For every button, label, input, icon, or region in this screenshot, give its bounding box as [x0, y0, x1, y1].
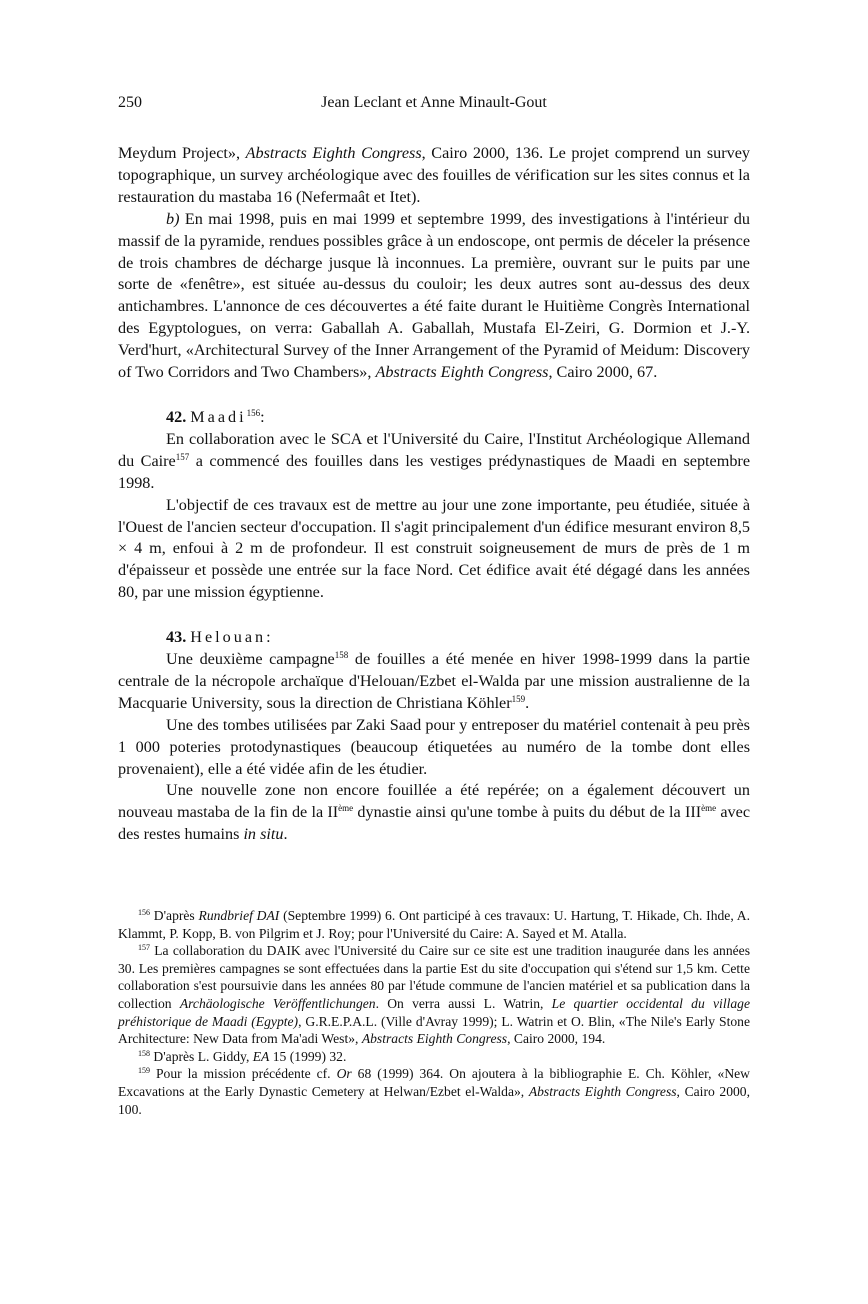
text-run: (Septembre 1999) 6. Ont participé à ces travaux: U. Hartung, T. Hikade, Ch. Ihde, A. Klammt, P. Kopp, B. von Pilgrim et J. Roy; pour l'Université du Caire: A. Sayed et M. Atalla. — [118, 908, 750, 941]
text-run: 68 (1999) 364. On ajoutera à la bibliographie E. Ch. Köhler, «New Excavations at the Early Dynastic Cemetery at Helwan/Ezbet el-Walda», — [118, 1066, 750, 1099]
footnote-mark: 157 — [138, 943, 150, 953]
footnote-mark: 159 — [138, 1066, 150, 1076]
footnote-ref[interactable]: 156 — [246, 407, 261, 418]
page-number: 250 — [118, 94, 142, 111]
text-run: : — [260, 407, 265, 426]
paragraph-maadi-2: L'objectif de ces travaux est de mettre au jour une zone importante, peu étudiée, située à l'Ouest de l'ancien secteur d'occupation. Il s'agit principalement d'un édifice mesurant environ 8,5 × 4 m, enfoui à 2 m de profondeur. Il est construit soigneusement de murs de près de 1 m d'épaisseur et possède une entrée sur la face Nord. Cet édifice avait été dégagé dans les années 80, par une mission égyptienne. — [118, 495, 750, 602]
item-label: b) — [166, 209, 180, 228]
italic-title: Le quartier occidental du village préhistorique de Maadi (Egypte) — [118, 995, 750, 1029]
text-run: Pour la mission précédente cf. — [150, 1066, 337, 1082]
text-run: de fouilles a été menée en hiver 1998-1999 dans la partie centrale de la nécropole archaïque d'Helouan/Ezbet el-Walda par une mission australienne de la Macquarie University, sous la direction de Christiana Köhler — [118, 650, 750, 712]
text-run: Meydum Project», — [118, 144, 246, 162]
footnote-mark: 156 — [138, 908, 150, 917]
footnote-ref[interactable]: 159 — [511, 693, 526, 704]
section-name: Helouan — [190, 628, 267, 647]
text-run: Une nouvelle zone non encore fouillée a été repérée; on a également découvert un nouveau mastaba de la fin de la II — [118, 781, 750, 822]
paragraph-helouan-2: Une des tombes utilisées par Zaki Saad pour y entreposer du matériel contenait à peu près 1 000 poteries protodynastiques (beaucoup étiquetées au numéro de la tombe dont elles provenaient), elle a été vidée afin de les étudier. — [118, 715, 750, 778]
footnote-158 — [118, 1048, 750, 1066]
footnote-156 — [118, 907, 750, 942]
paragraph-meydum-b — [118, 209, 750, 384]
italic-title: Rundbrief DAI — [198, 908, 280, 923]
footnotes — [118, 907, 750, 1118]
running-title: Jean Leclant et Anne Minault-Gout — [321, 94, 547, 111]
main-text — [118, 143, 750, 846]
paragraph-helouan-1 — [118, 649, 750, 715]
italic-title: EA — [252, 1048, 270, 1064]
text-run: La collaboration du DAIK avec l'Université du Caire sur ce site est une tradition inaugurée dans les années 30. Les premières campagnes se sont effectuées dans la partie Est du site d'occupation qui s'étend sur 1,5 km. Cette collaboration s'est poursuivie dans les années 80 par l'étude commune de l'ancien matériel et sa publication dans la collection — [118, 943, 750, 1011]
text-run: a commencé des fouilles dans les vestiges prédynastiques de Maadi en septembre 1998. — [118, 451, 750, 492]
footnote-159 — [118, 1065, 750, 1118]
text-run: : — [266, 628, 271, 647]
footnote-ref[interactable]: 158 — [334, 650, 349, 661]
italic-title: Abstracts Eighth Congress — [375, 363, 549, 382]
text-run: , Cairo 2000, 100. — [118, 1083, 750, 1117]
paragraph-helouan-3 — [118, 780, 750, 846]
text-run: 15 (1999) 32. — [269, 1048, 347, 1064]
italic-title: Archäologische Veröffentlichungen — [179, 995, 376, 1011]
text-run: , G.R.E.P.A.L. (Ville d'Avray 1999); L. Watrin et O. Blin, «The Nile's Early Stone Architecture: New Data from Ma'adi West», — [118, 1013, 750, 1047]
italic-title: Abstracts Eighth Congress — [245, 144, 422, 162]
text-run: avec des restes humains — [118, 803, 751, 844]
text-run: En mai 1998, puis en mai 1999 et septembre 1999, des investigations à l'intérieur du massif de la pyramide, rendues possibles grâce à un endoscope, ont permis de déceler la présence de trois chambres de décharge jusque là inconnues. La première, ouvrant sur le puits par une sorte de «fenêtre», est située au-dessus du couloir; les deux autres sont au-dessus des deux antichambres. L'annonce de ces découvertes a été faite durant le Huitième Congrès International des Egyptologues, on verra: Gaballah A. Gaballah, Mustafa El-Zeiri, G. Dormion et J.-Y. Verd'hurt, «Architectural Survey of the Inner Arrangement of the Pyramid of Meidum: Discovery of Two Corridors and Two Chambers», — [118, 209, 750, 382]
footnote-mark: 158 — [138, 1048, 150, 1058]
section-heading-maadi — [118, 407, 750, 429]
section-number: 43. — [166, 628, 187, 647]
superscript: ème — [338, 803, 354, 814]
footnote-ref[interactable]: 157 — [175, 451, 190, 462]
italic-title: Abstracts Eighth Congress — [361, 1031, 508, 1047]
paragraph-meydum-continued — [118, 143, 750, 209]
text-run: D'après L. Giddy, — [150, 1048, 253, 1064]
footnote-157 — [118, 942, 750, 1048]
section-number: 42. — [166, 407, 187, 426]
text-run: , Cairo 2000, 136. Le projet comprend un survey topographique, un survey archéologique avec des fouilles de vérification sur les sites connus et la restauration du mastaba 16 (Nefermaât et Itet). — [118, 144, 750, 206]
text-run: D'après — [150, 908, 199, 923]
superscript: ème — [701, 803, 717, 814]
italic-term: in situ — [243, 825, 284, 844]
text-run: , Cairo 2000, 67. — [548, 363, 658, 382]
paragraph-maadi-1 — [118, 429, 750, 495]
italic-title: Or — [336, 1066, 352, 1082]
italic-title: Abstracts Eighth Congress — [528, 1083, 677, 1099]
text-run: Une deuxième campagne — [166, 650, 335, 669]
text-run: , Cairo 2000, 194. — [507, 1031, 606, 1047]
section-name: Maadi — [190, 407, 247, 426]
text-run: . On verra aussi L. Watrin, — [375, 995, 552, 1011]
text-run: En collaboration avec le SCA et l'Université du Caire, l'Institut Archéologique Allemand du Caire — [118, 429, 750, 470]
running-head — [118, 94, 750, 116]
text-run: dynastie ainsi qu'une tombe à puits du début de la III — [353, 803, 702, 822]
text-run: . — [525, 693, 530, 712]
section-heading-helouan — [118, 627, 750, 649]
text-run: . — [283, 825, 288, 844]
